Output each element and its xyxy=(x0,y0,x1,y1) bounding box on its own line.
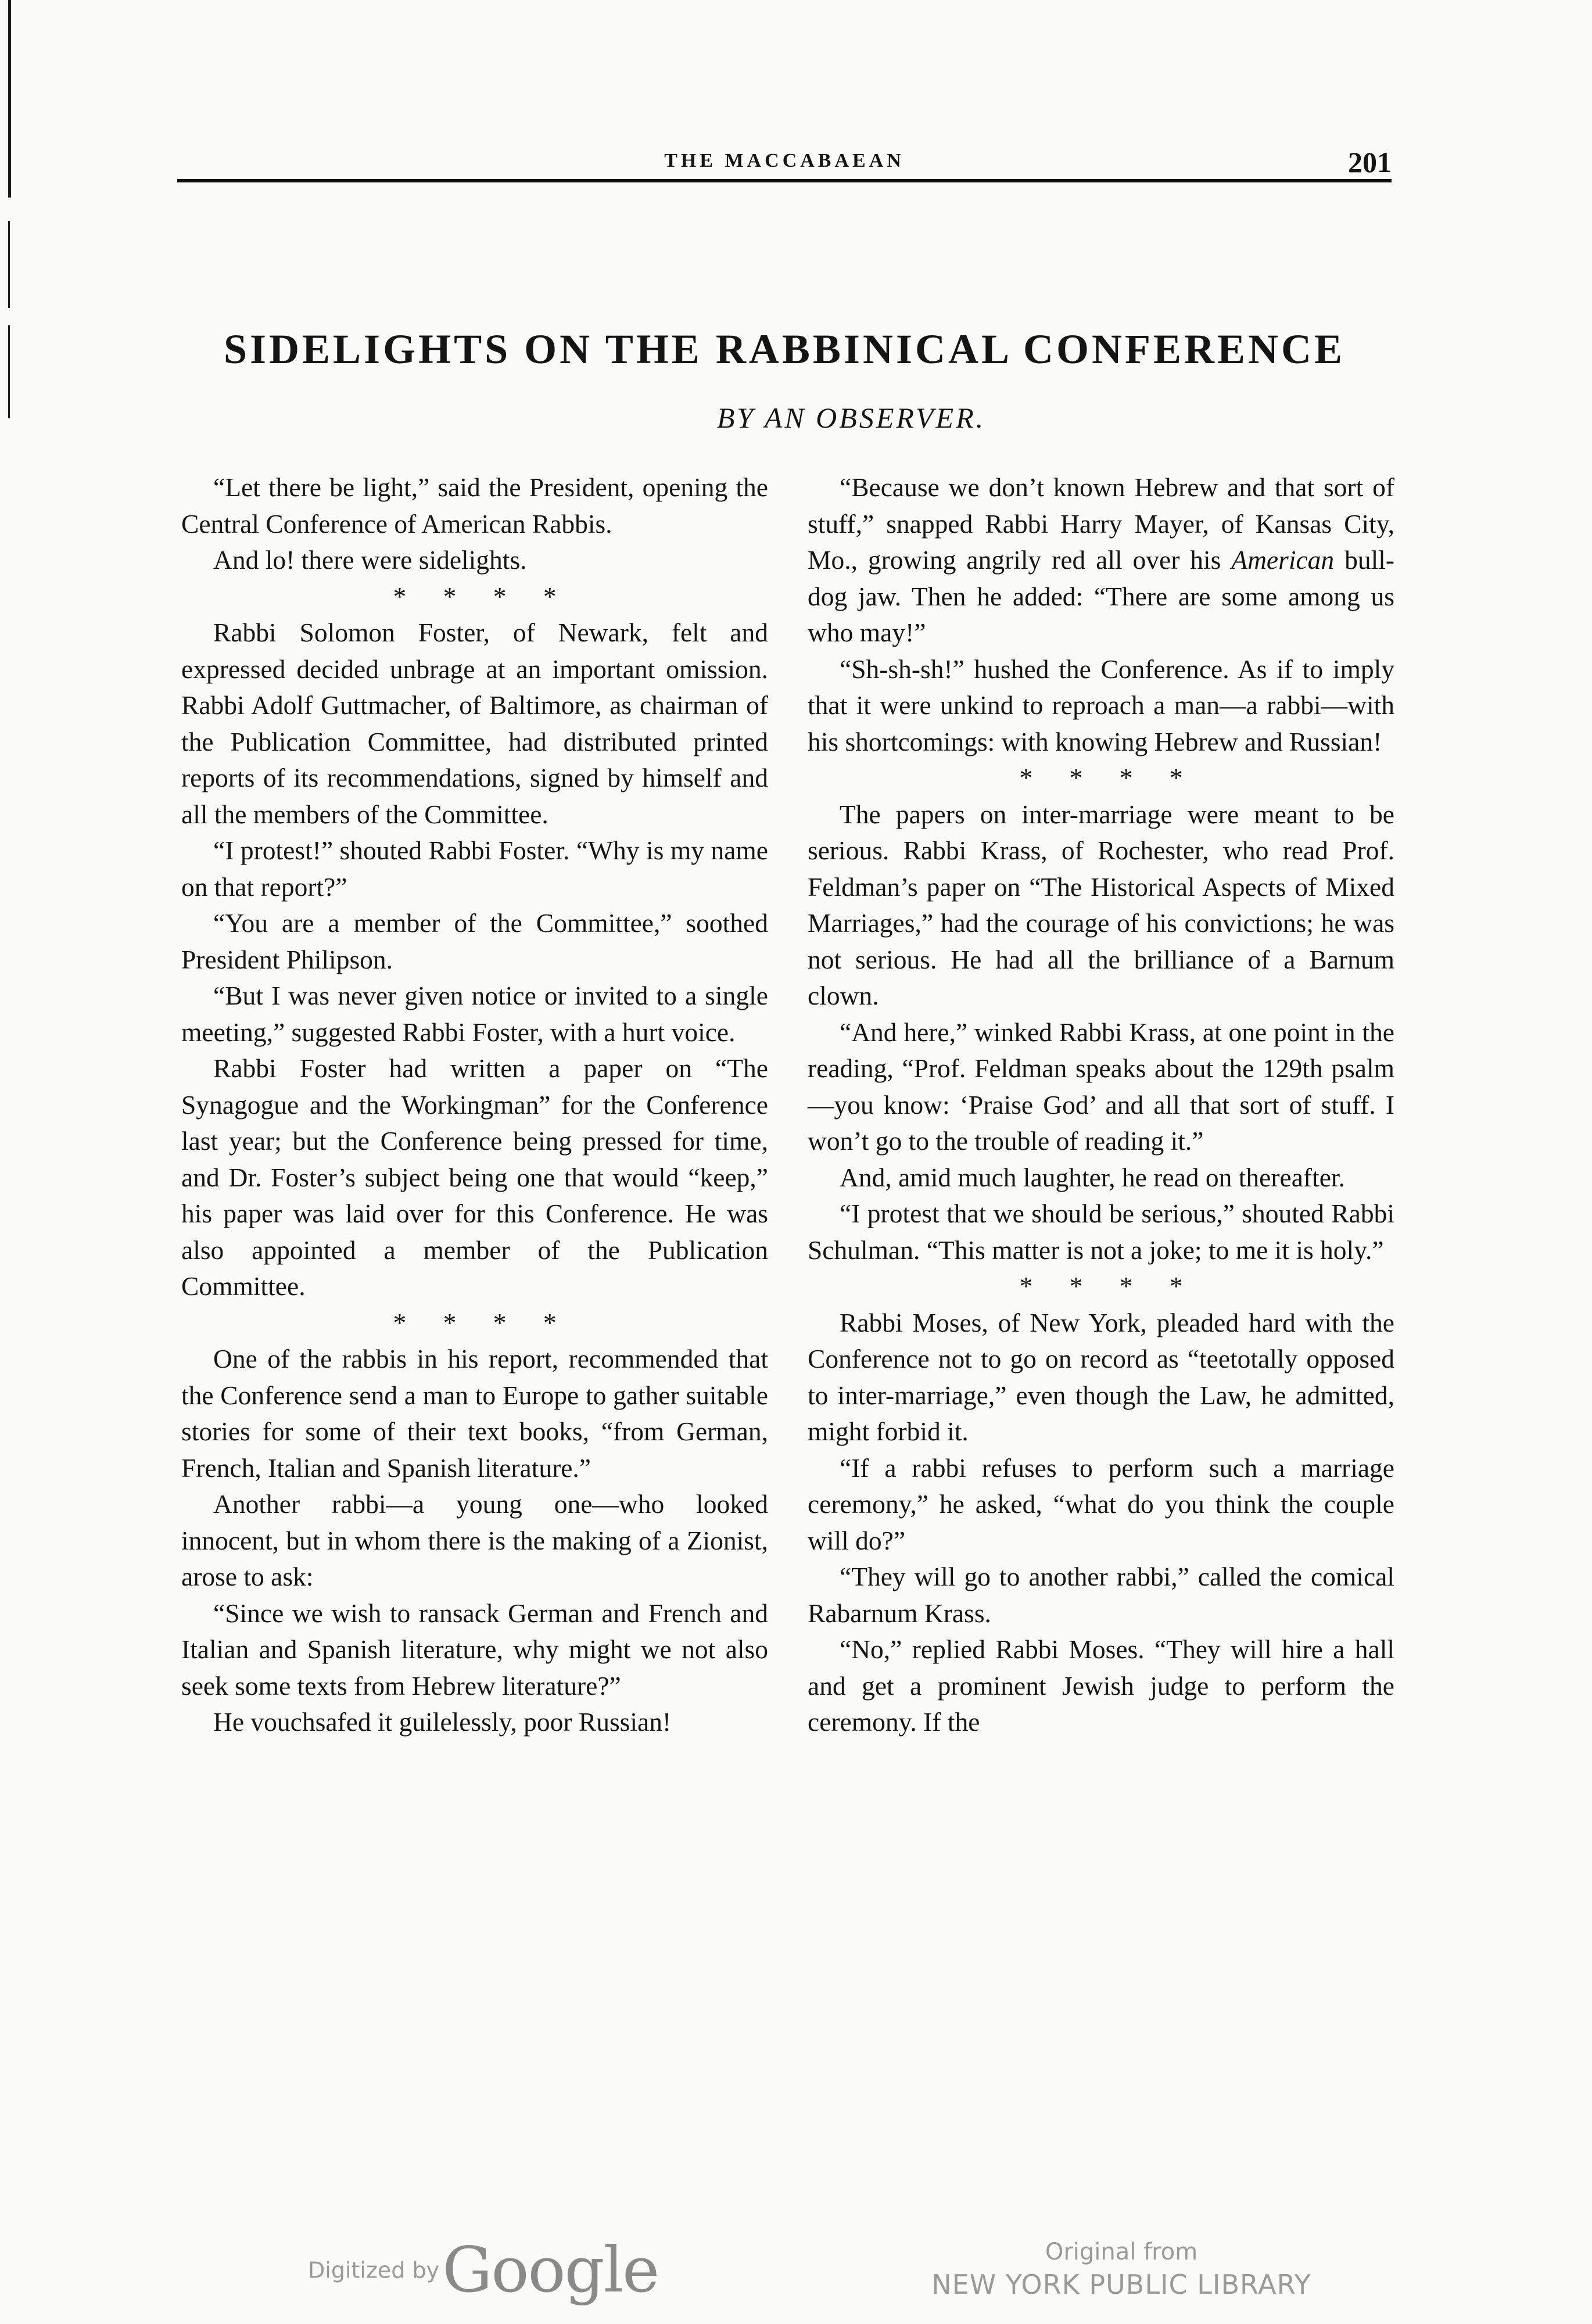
scan-edge-line xyxy=(8,325,10,418)
paragraph: Another rabbi—a young one—who looked innocent, but in whom there is the making of a Zionist, arose to ask: xyxy=(181,1489,768,1591)
paragraph: And, amid much laughter, he read on thereafter. xyxy=(840,1162,1345,1192)
running-head xyxy=(177,145,1392,180)
paragraph: “You are a member of the Committee,” soothed President Philipson. xyxy=(181,908,768,974)
paragraph: “But I was never given notice or invited to a single meeting,” suggested Rabbi Foster, with a hurt voice. xyxy=(181,981,768,1047)
paragraph: The papers on inter-marriage were meant to be serious. Rabbi Krass, of Rochester, who read Prof. Feldman’s paper on “The Historical Aspects of Mixed Marriages,” had the courage of his convictions; he was not serious. He had all the brilliance of a Barnum clown. xyxy=(808,799,1394,1010)
header-rule xyxy=(177,179,1392,182)
scan-edge-line xyxy=(8,0,11,198)
paragraph: “I protest that we should be serious,” shouted Rabbi Schulman. “This matter is not a joke; to me it is holy.” xyxy=(808,1199,1394,1265)
paragraph: “Let there be light,” said the President, opening the Central Conference of American Rabbis. xyxy=(181,472,768,539)
section-break: * * * * xyxy=(393,581,572,611)
paragraph: Rabbi Solomon Foster, of Newark, felt and expressed decided unbrage at an important omission. Rabbi Adolf Guttmacher, of Baltimore, as chairman of the Publication Committee, had distributed printed reports of its recommendations, signed by himself and all the members of the Committee. xyxy=(181,618,768,829)
section-break: * * * * xyxy=(1019,763,1198,792)
paragraph: “I protest!” shouted Rabbi Foster. “Why is my name on that report?” xyxy=(181,835,768,902)
right-column xyxy=(808,469,1394,1741)
scan-edge-line xyxy=(8,221,10,308)
paragraph: One of the rabbis in his report, recommended that the Conference send a man to Europe to gather suitable stories for some of their text books, “from German, French, Italian and Spanish literature.” xyxy=(181,1344,768,1483)
article-title: SIDELIGHTS ON THE RABBINICAL CONFERENCE xyxy=(223,326,1346,372)
paragraph xyxy=(808,469,1394,651)
paragraph: “Sh-sh-sh!” hushed the Conference. As if to imply that it were unkind to reproach a man—a rabbi—with his shortcomings: with knowing Hebrew and Russian! xyxy=(808,654,1394,756)
paragraph: “And here,” winked Rabbi Krass, at one point in the reading, “Prof. Feldman speaks about the 129th psalm—you know: ‘Praise God’ and all that sort of stuff. I won’t go to the trouble of reading it.” xyxy=(808,1017,1394,1156)
page-number: 201 xyxy=(1348,146,1392,178)
paragraph: “If a rabbi refuses to perform such a marriage ceremony,” he asked, “what do you think the couple will do?” xyxy=(808,1452,1394,1555)
paragraph: Rabbi Foster had written a paper on “The Synagogue and the Workingman” for the Conference last year; but the Conference being pressed for time, and Dr. Foster’s subject being one that would “keep,” his paper was laid over for this Conference. He was also appointed a member of the Publication Committee. xyxy=(181,1053,768,1301)
article-byline: BY AN OBSERVER. xyxy=(716,401,986,434)
google-logo: Google xyxy=(442,2234,659,2307)
library-name: NEW YORK PUBLIC LIBRARY xyxy=(931,2269,1311,2300)
original-from-text: Original from xyxy=(1045,2239,1198,2265)
paragraph: “They will go to another rabbi,” called the comical Rabarnum Krass. xyxy=(808,1562,1394,1628)
paragraph-text: “Because we don’t known Hebrew and that sort of stuff,” snapped Rabbi Harry Mayer, of Kansas City, Mo., growing angrily red all over his xyxy=(808,472,1394,575)
section-break: * * * * xyxy=(393,1307,572,1337)
italic-text: American xyxy=(1231,545,1335,575)
left-column xyxy=(181,469,768,1741)
journal-name: THE MACCABAEAN xyxy=(664,150,905,171)
section-break: * * * * xyxy=(1019,1271,1198,1301)
digitized-by-mark xyxy=(308,2234,658,2307)
paragraph: Rabbi Moses, of New York, pleaded hard with the Conference not to go on record as “teetotally opposed to inter-marriage,” even though the Law, he admitted, might forbid it. xyxy=(808,1307,1394,1446)
source-library-mark xyxy=(930,2237,1313,2302)
paragraph: “Since we wish to ransack German and French and Italian and Spanish literature, why might we not also seek some texts from Hebrew literature?” xyxy=(181,1598,768,1701)
paragraph: And lo! there were sidelights. xyxy=(213,545,527,575)
paragraph: “No,” replied Rabbi Moses. “They will hire a hall and get a prominent Jewish judge to perform the ceremony. If the xyxy=(808,1634,1394,1737)
paragraph: He vouchsafed it guilelessly, poor Russian! xyxy=(213,1707,672,1737)
paragraph-text: bull-dog jaw. Then he added: “There are some among us who may!” xyxy=(808,545,1395,647)
digitized-by-text: Digitized by xyxy=(308,2257,440,2283)
